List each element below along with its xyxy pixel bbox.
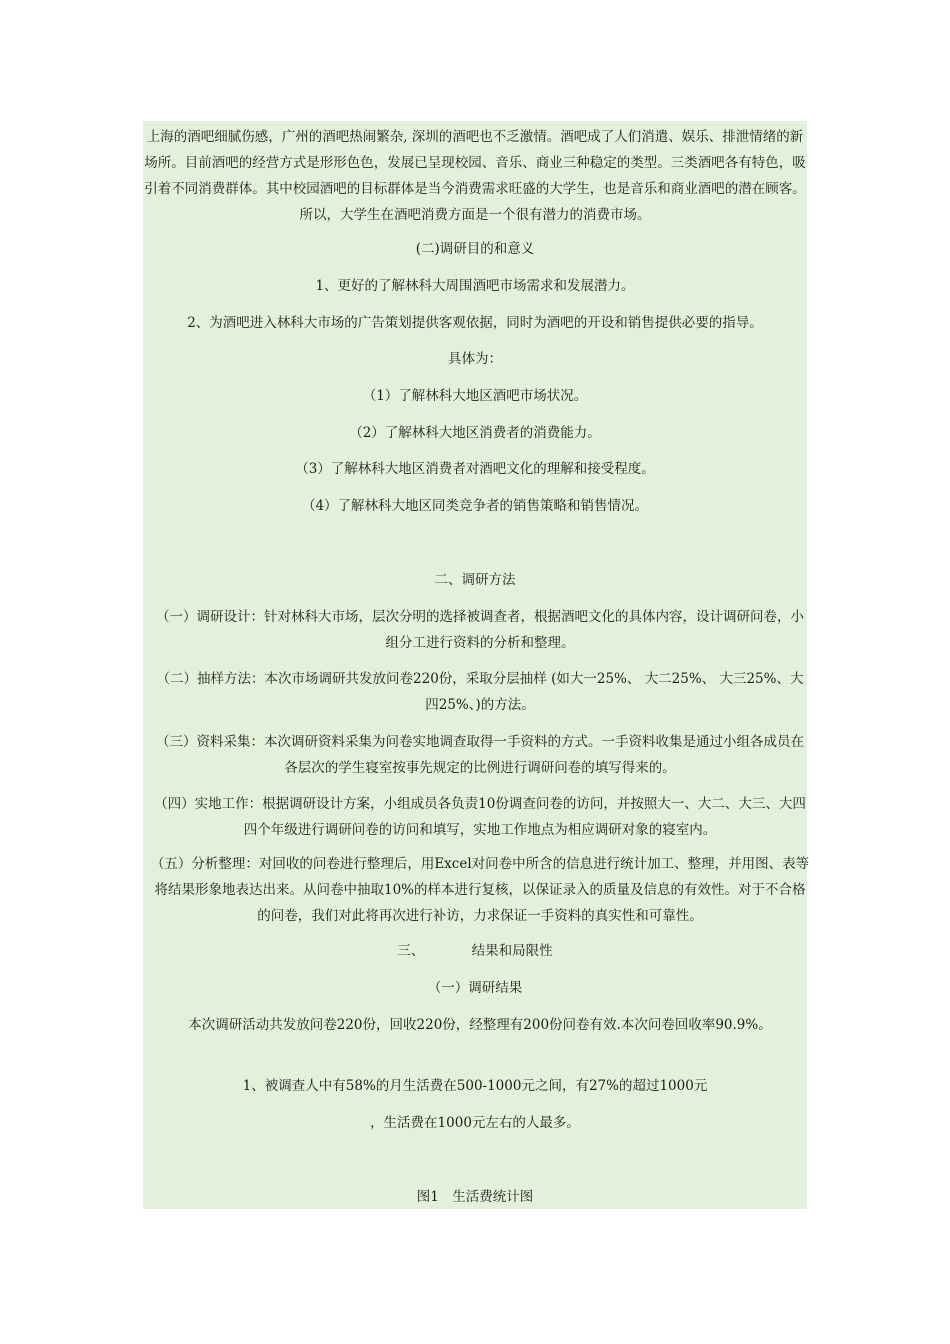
objective-item-2: （2）了解林科大地区消费者的消费能力。	[349, 425, 601, 441]
objective-item-4: （4）了解林科大地区同类竞争者的销售策略和销售情况。	[301, 498, 649, 514]
purpose-item-2: 2、为酒吧进入林科大市场的广告策划提供客观依据，同时为酒吧的开设和销售提供必要的指导。	[187, 315, 763, 331]
method-sampling: （二）抽样方法：本次市场调研共发放问卷220份，采取分层抽样 (如大一25%、 大二25%、 大三25%、大四25%、)的方法。	[156, 671, 804, 713]
purpose-heading: (二)调研目的和意义	[415, 241, 535, 257]
purpose-item-1: 1、更好的了解林科大周围酒吧市场需求和发展潜力。	[315, 278, 635, 294]
results-heading: 三、 结果和局限性	[397, 943, 553, 959]
method-fieldwork: （四）实地工作：根据调研设计方案，小组成员各负责10份调查问卷的访问，并按照大一、大二、大三、大四四个年级进行调研问卷的访问和填写，实地工作地点为相应调研对象的寝室内。	[154, 796, 806, 838]
objective-item-3: （3）了解林科大地区消费者对酒吧文化的理解和接受程度。	[295, 461, 655, 477]
method-design: （一）调研设计：针对林科大市场，层次分明的选择被调查者，根据酒吧文化的具体内容，设计调研问卷，小组分工进行资料的分析和整理。	[156, 609, 804, 651]
specific-label: 具体为：	[448, 351, 502, 367]
objective-item-1: （1）了解林科大地区酒吧市场状况。	[362, 388, 588, 404]
results-summary: 本次调研活动共发放问卷220份，回收220份，经整理有200份问卷有效.本次问卷回收率90.9%。	[188, 1017, 772, 1033]
finding-1-line-1: 1、被调查人中有58%的月生活费在500-1000元之间，有27%的超过1000元	[242, 1078, 708, 1094]
finding-1-line-2: ，生活费在1000元左右的人最多。	[370, 1115, 580, 1131]
results-subheading: （一）调研结果	[427, 980, 523, 996]
method-heading: 二、调研方法	[434, 572, 516, 588]
method-collection: （三）资料采集：本次调研资料采集为问卷实地调查取得一手资料的方式。一手资料收集是通过小组各成员在各层次的学生寝室按事先规定的比例进行调研问卷的填写得来的。	[156, 734, 804, 776]
figure-caption: 图1 生活费统计图	[416, 1189, 534, 1205]
intro-paragraph: 上海的酒吧细腻伤感，广州的酒吧热闹繁杂, 深圳的酒吧也不乏激情。酒吧成了人们消遣、娱乐、排泄情绪的新场所。目前酒吧的经营方式是形形色色，发展已呈现校园、音乐、商业三种稳定的类型。三类酒吧各有特色，吸引着不同消费群体。其中校园酒吧的目标群体是当今消费需求旺盛的大学生，也是音乐和商业酒吧的潜在顾客。所以，大学生在酒吧消费方面是一个很有潜力的消费市场。	[144, 129, 806, 223]
method-analysis: （五）分析整理：对回收的问卷进行整理后，用Excel对问卷中所含的信息进行统计加工、整理，并用图、表等将结果形象地表达出来。从问卷中抽取10%的样本进行复核，以保证录入的质量及信息的有效性。对于不合格的问卷，我们对此将再次进行补访，力求保证一手资料的真实性和可靠性。	[150, 856, 810, 924]
